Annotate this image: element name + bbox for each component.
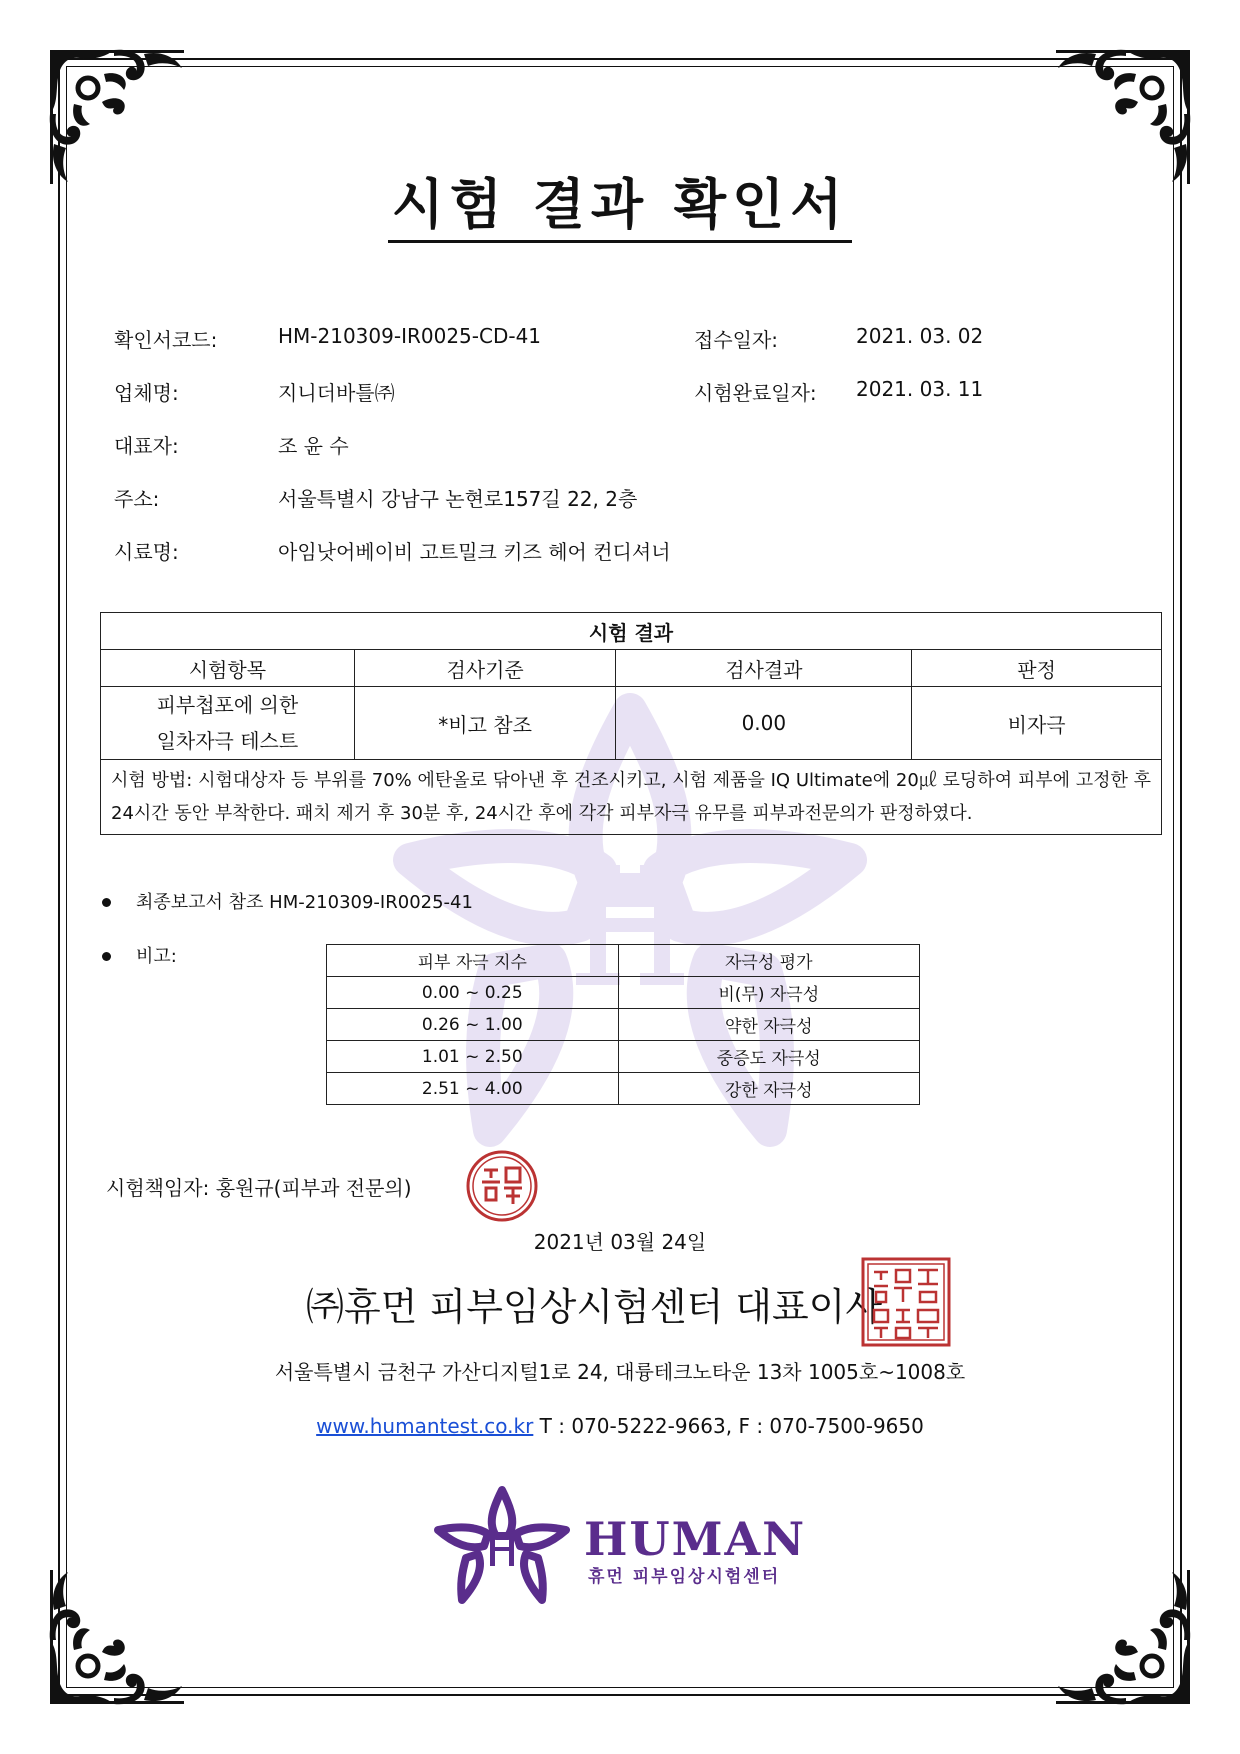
judgement-cell: 비자극: [912, 687, 1162, 760]
code-value: HM-210309-IR0025-CD-41: [278, 324, 542, 348]
sample-value: 아임낫어베이비 고트밀크 키즈 헤어 컨디셔너: [278, 540, 671, 564]
table-header: 자극성 평가: [618, 945, 919, 977]
table-header: 시험항목: [101, 650, 355, 687]
index-range-cell: 0.26 ~ 1.00: [327, 1009, 619, 1041]
company-label: 업체명:: [114, 381, 179, 405]
table-header-row: [101, 650, 1162, 687]
index-range-cell: 1.01 ~ 2.50: [327, 1041, 619, 1073]
table-row: [327, 977, 920, 1009]
result-table-caption: 시험 결과: [101, 613, 1162, 650]
completed-date-value: 2021. 03. 11: [856, 377, 984, 401]
company-value: 지니더바틀㈜: [278, 381, 395, 405]
test-item-line: 일차자극 테스트: [156, 729, 299, 753]
responsible-person: 시험책임자: 홍원규(피부과 전문의): [106, 1176, 412, 1200]
human-logo-icon: [432, 1484, 572, 1606]
corner-ornament-icon: [1046, 1560, 1196, 1710]
test-item-line: 피부첩포에 의한: [156, 693, 299, 717]
test-method-text: 시험 방법: 시험대상자 등 부위를 70% 에탄올로 닦아낸 후 건조시키고, 시험 제품을 IQ Ultimate에 20㎕ 로딩하여 피부에 고정한 후 24시간 동안 부착한다. 패치 제거 후 30분 후, 24시간 후에 각각 피부자극 유무를 피부과전문의가 판정하였다.: [101, 760, 1162, 835]
issue-date: 2021년 03월 24일: [533, 1230, 707, 1254]
table-row: [327, 1073, 920, 1105]
table-header: 검사결과: [616, 650, 912, 687]
contact-info: T : 070-5222-9663, F : 070-7500-9650: [533, 1414, 924, 1438]
final-report-note: 최종보고서 참조 HM-210309-IR0025-41: [136, 892, 473, 913]
code-label: 확인서코드:: [114, 328, 218, 352]
table-row: [327, 1009, 920, 1041]
table-header-row: [327, 945, 920, 977]
human-logo-subtitle: 휴먼 피부임상시험센터: [588, 1567, 781, 1587]
bullet-icon: [102, 898, 111, 907]
company-seal-icon: [860, 1256, 952, 1348]
index-range-cell: 0.00 ~ 0.25: [327, 977, 619, 1009]
result-table: [100, 612, 1162, 835]
bullet-icon: [102, 952, 111, 961]
evaluation-cell: 중증도 자극성: [618, 1041, 919, 1073]
table-header: 검사기준: [354, 650, 616, 687]
remark-label: 비고:: [136, 946, 177, 967]
table-row: [101, 687, 1162, 760]
corner-ornament-icon: [44, 1560, 194, 1710]
evaluation-cell: 비(무) 자극성: [618, 977, 919, 1009]
human-logo-text: HUMAN: [584, 1512, 807, 1566]
ceo-label: 대표자:: [114, 434, 179, 458]
address-label: 주소:: [114, 487, 160, 511]
criteria-cell: *비고 참조: [354, 687, 616, 760]
sample-label: 시료명:: [114, 540, 179, 564]
evaluation-cell: 약한 자극성: [618, 1009, 919, 1041]
contact-line: [0, 1414, 1240, 1438]
ceo-value: 조 윤 수: [278, 434, 349, 458]
address-value: 서울특별시 강남구 논현로157길 22, 2층: [278, 487, 638, 511]
website-link[interactable]: www.humantest.co.kr: [316, 1414, 534, 1438]
received-date-label: 접수일자:: [694, 328, 779, 352]
table-row: [327, 1041, 920, 1073]
received-date-value: 2021. 03. 02: [856, 324, 984, 348]
reference-table: [326, 944, 920, 1105]
test-item-cell: [101, 687, 355, 760]
index-range-cell: 2.51 ~ 4.00: [327, 1073, 619, 1105]
evaluation-cell: 강한 자극성: [618, 1073, 919, 1105]
result-cell: 0.00: [616, 687, 912, 760]
personal-seal-icon: [464, 1148, 540, 1224]
table-header: 판정: [912, 650, 1162, 687]
completed-date-label: 시험완료일자:: [694, 381, 817, 405]
table-header: 피부 자극 지수: [327, 945, 619, 977]
document-title: 시험 결과 확인서: [0, 162, 1240, 239]
center-representative: ㈜휴먼 피부임상시험센터 대표이사: [306, 1285, 883, 1329]
center-address: 서울특별시 금천구 가산디지털1로 24, 대륭테크노타운 13차 1005호~1008호: [274, 1360, 966, 1384]
